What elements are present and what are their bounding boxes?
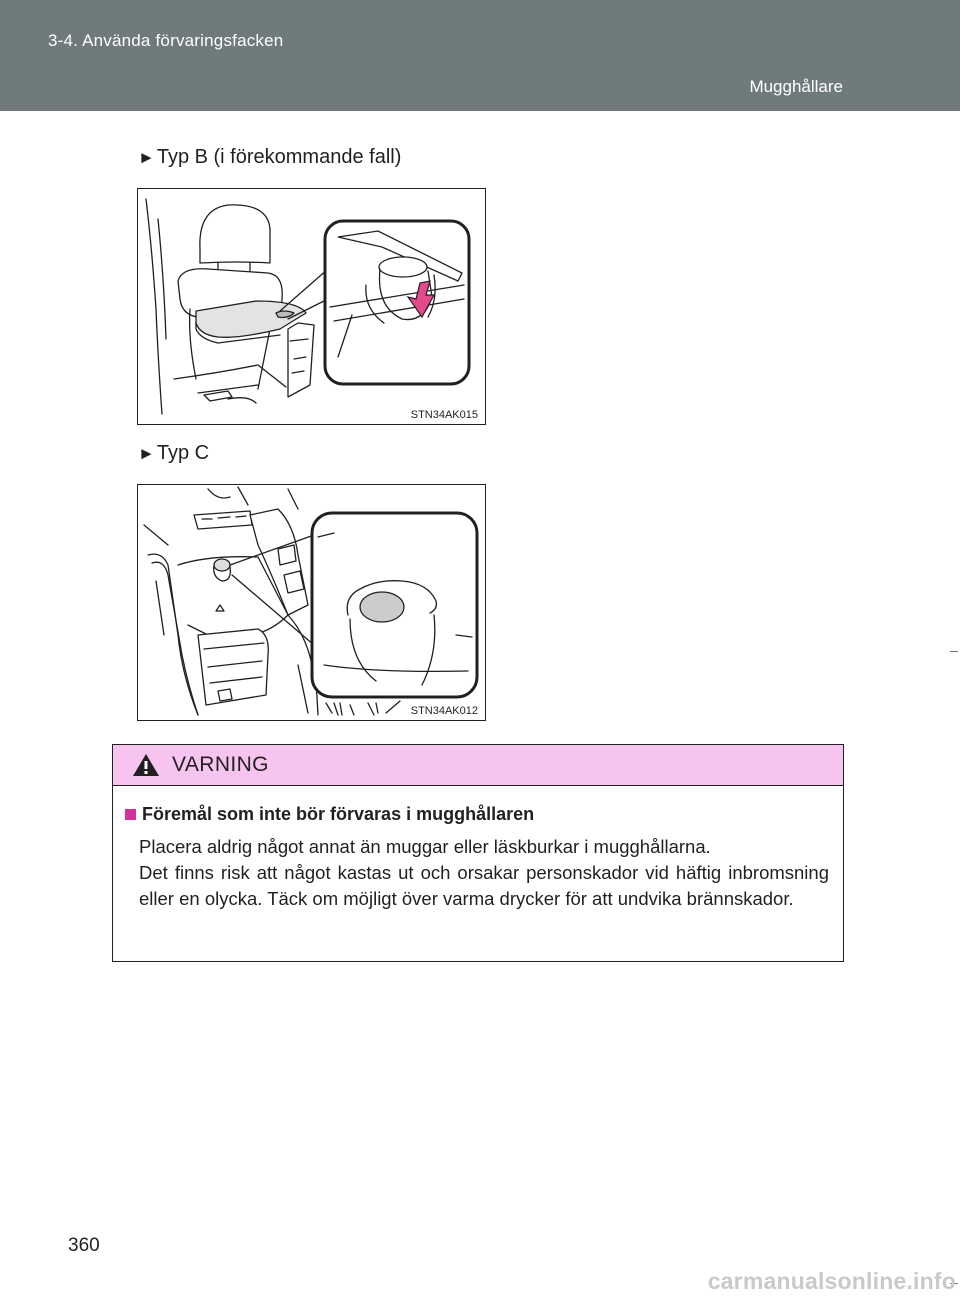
- page-number: 360: [68, 1235, 100, 1256]
- seat-tray-illustration: [138, 189, 485, 424]
- figure-type-b: [137, 188, 486, 425]
- warning-box: [112, 744, 844, 962]
- warning-triangle-icon: [132, 753, 160, 777]
- warning-label: VARNING: [172, 753, 269, 776]
- subhead-type-b-text: Typ B (i förekommande fall): [156, 146, 402, 168]
- crop-mark: [950, 17, 958, 18]
- header-band: [0, 0, 960, 111]
- triangle-right-icon: ►: [138, 148, 155, 167]
- square-bullet-icon: [125, 809, 136, 820]
- subhead-type-c: [138, 442, 209, 465]
- subhead-type-b: [138, 146, 401, 169]
- figure-code-type-b: STN34AK015: [410, 409, 478, 421]
- warning-body: [113, 786, 843, 912]
- warning-title-text: Föremål som inte bör förvaras i mugghållaren: [142, 804, 535, 824]
- figure-type-c: [137, 484, 486, 721]
- warning-title: [125, 804, 829, 825]
- section-title: 3-4. Använda förvaringsfacken: [48, 31, 284, 50]
- warning-paragraph: Det finns risk att något kastas ut och orsakar personskador vid häftig inbromsning eller en olycka. Täck om möjligt över varma drycker för att undvika brännskador.: [139, 862, 829, 909]
- figure-code-type-c: STN34AK012: [410, 705, 478, 717]
- subhead-type-c-text: Typ C: [156, 442, 210, 464]
- warning-text: [125, 834, 829, 912]
- warning-paragraph: Placera aldrig något annat än muggar eller läskburkar i mugghållarna.: [139, 836, 711, 857]
- topic-title: Mugghållare: [749, 77, 843, 96]
- warning-header: [113, 745, 843, 786]
- triangle-right-icon: ►: [138, 444, 155, 463]
- watermark: carmanualsonline.info: [707, 1268, 956, 1294]
- console-cupholder-illustration: [138, 485, 485, 720]
- crop-mark: [950, 651, 958, 652]
